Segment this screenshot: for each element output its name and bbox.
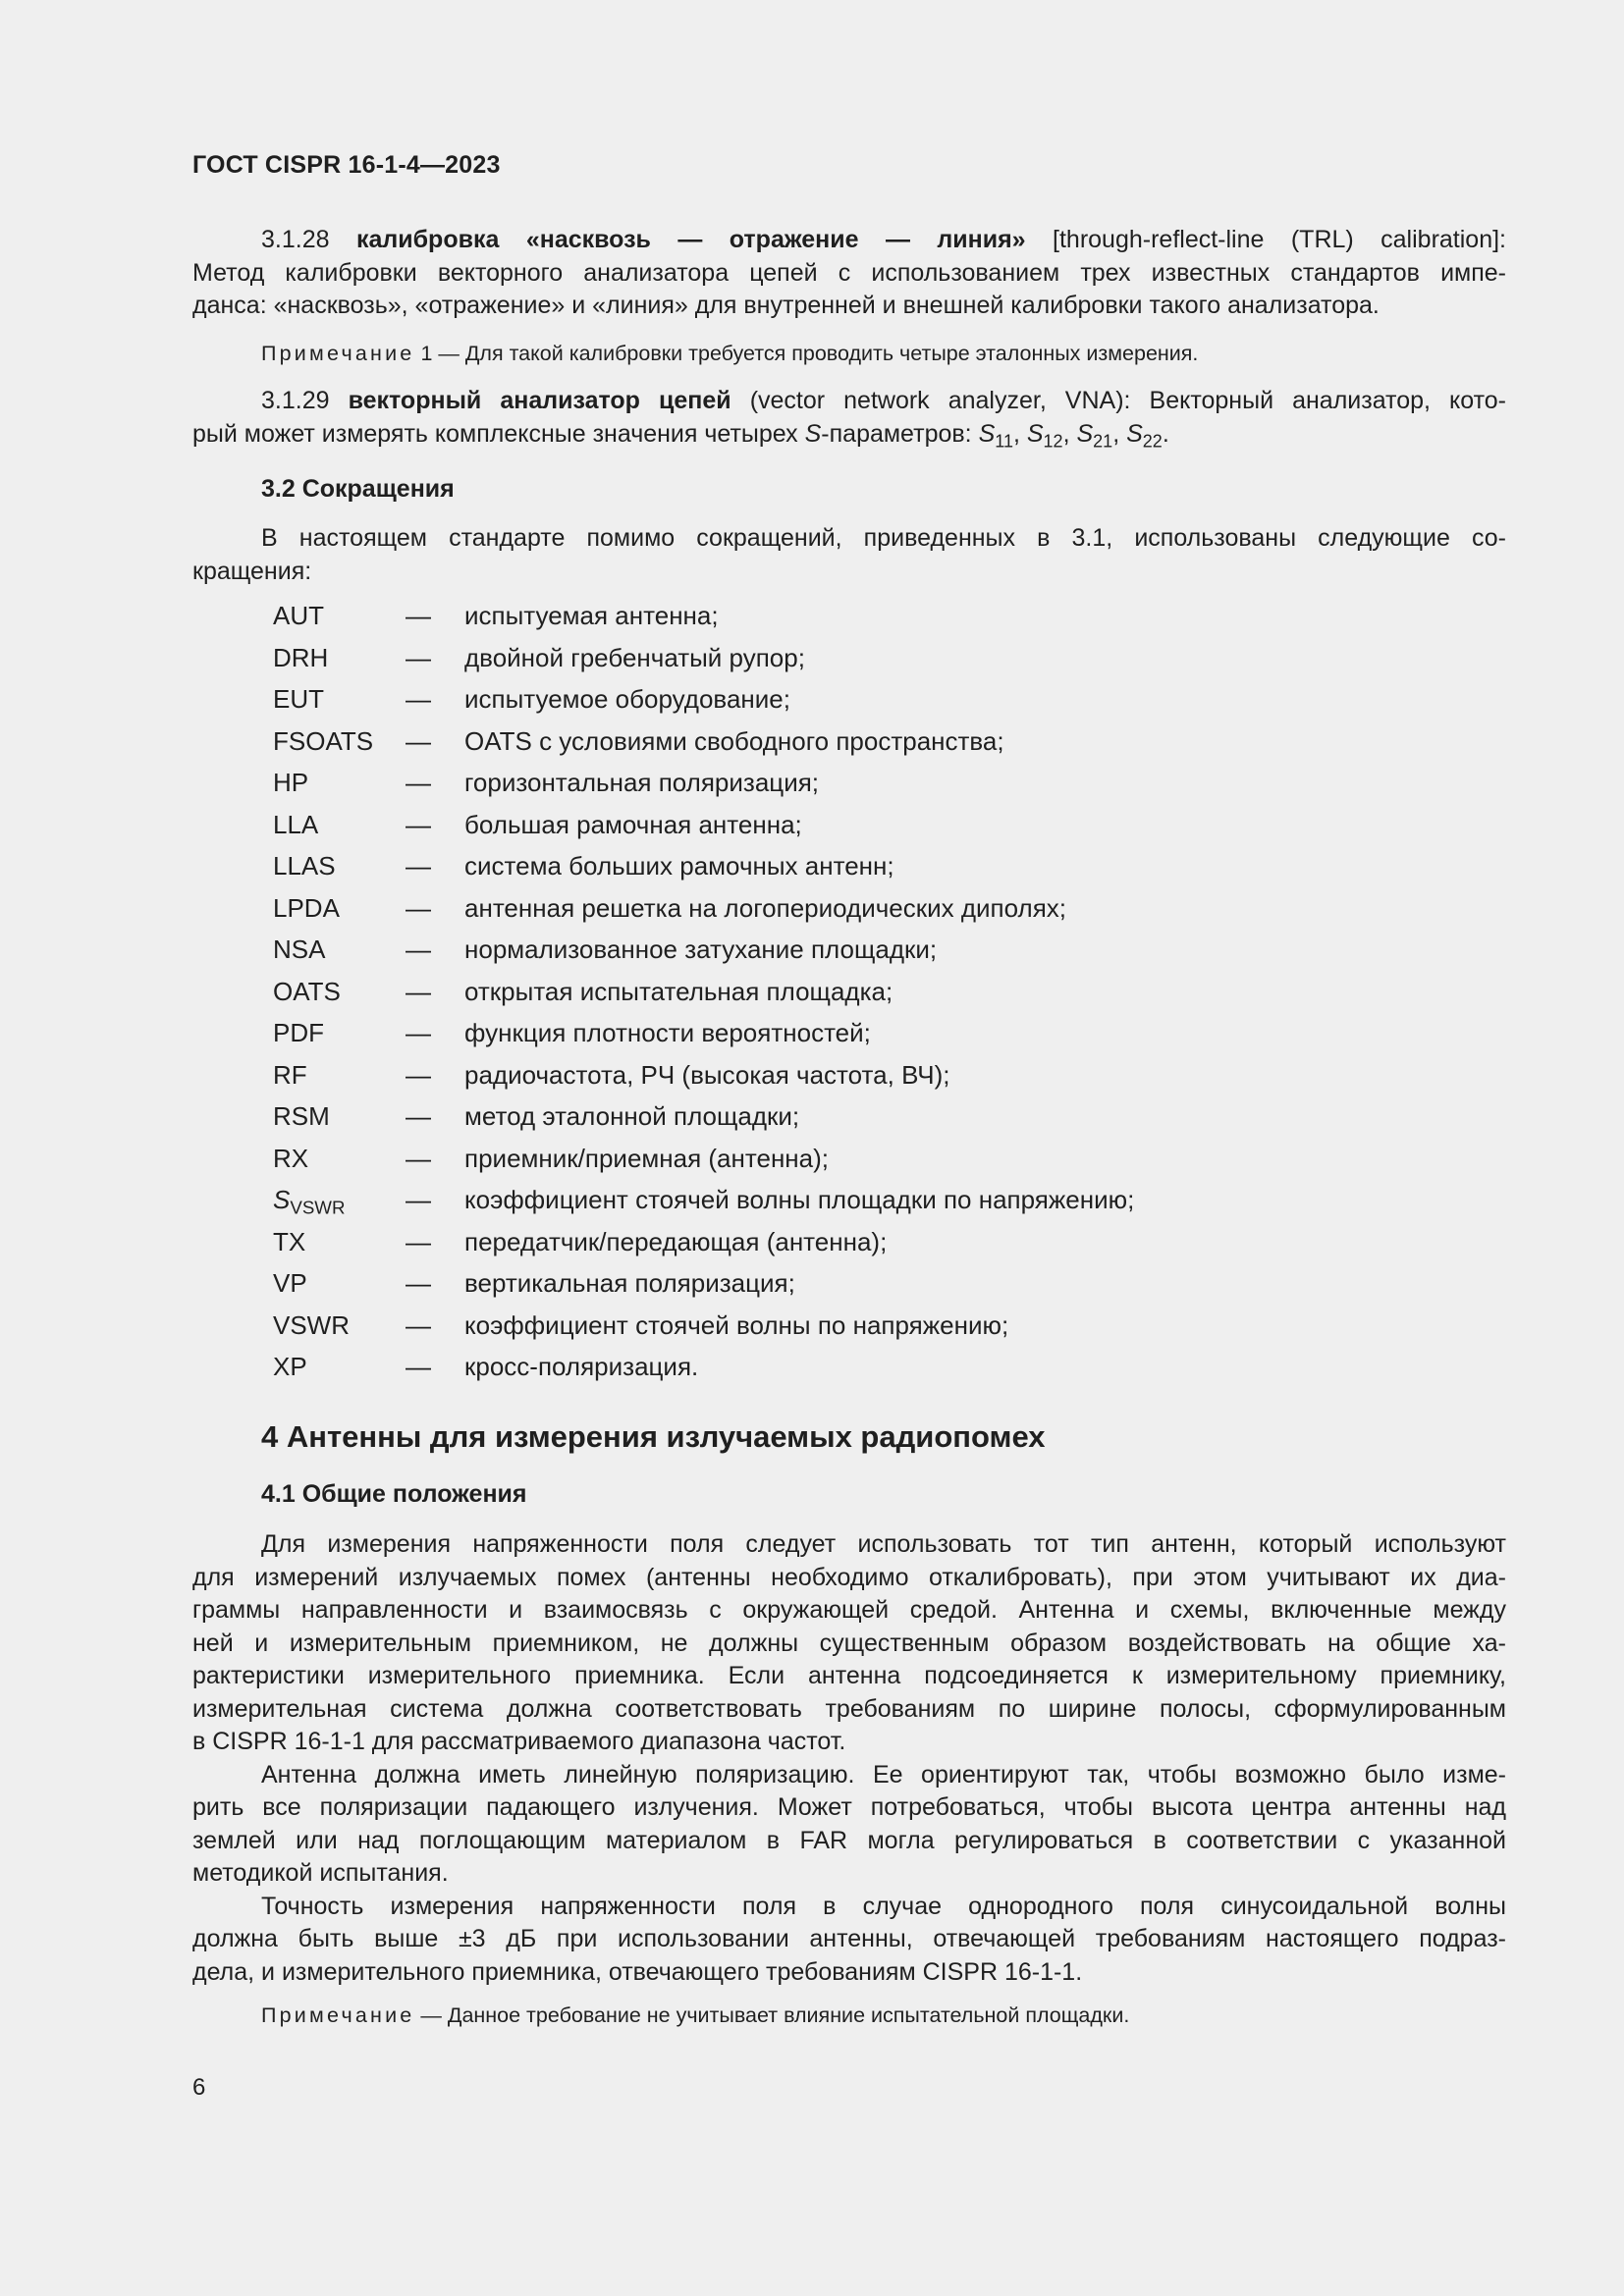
note-1 bbox=[192, 339, 1506, 368]
definition-3-1-28-line3: данса: «насквозь», «отражение» и «линия» для внутренней и внешней калибровки такого анализатора. bbox=[192, 292, 1380, 319]
abbreviation-dash: — bbox=[406, 642, 431, 672]
section-3-2-title: 3.2 Сокращения bbox=[261, 475, 455, 503]
abbreviation-dash: — bbox=[406, 1018, 431, 1047]
abbreviation-description: приемник/приемная (антенна); bbox=[464, 1143, 830, 1173]
abbreviation-dash: — bbox=[406, 601, 431, 630]
abbreviation-description: кросс-поляризация. bbox=[464, 1352, 699, 1381]
abbreviation-description: метод эталонной площадки; bbox=[464, 1101, 800, 1131]
definition-3-1-29-line2: рый может измерять комплексные значения четырех S-параметров: $S_{11}$, $S_{12}$, $S_{21}$, $S_{22}$. bbox=[192, 419, 1169, 451]
abbreviation-term: EUT bbox=[273, 684, 324, 714]
abbreviation-description: вертикальная поляризация; bbox=[464, 1268, 795, 1298]
abbreviation-description: система больших рамочных антенн; bbox=[464, 851, 894, 881]
definition-3-1-28-line2: Метод калибровки векторного анализатора цепей с использованием трех известных стандартов импе- bbox=[192, 258, 1506, 287]
abbreviation-term: RF bbox=[273, 1059, 307, 1090]
definition-3-1-28-line1 bbox=[192, 224, 1506, 257]
body-line: рить все поляризации падающего излучения. Может потребоваться, чтобы высота центра антенны над bbox=[192, 1793, 1506, 1821]
abbreviation-term: RX bbox=[273, 1143, 309, 1173]
abbreviation-description: нормализованное затухание площадки; bbox=[464, 934, 938, 964]
abbreviation-dash: — bbox=[406, 1226, 431, 1256]
body-line: Точность измерения напряженности поля в случае однородного поля синусоидальной волны bbox=[261, 1892, 1506, 1920]
abbreviation-term: FSOATS bbox=[273, 725, 374, 756]
definition-number: 3.1.28 bbox=[261, 226, 330, 253]
section-4-1-body bbox=[192, 1528, 1506, 1989]
definition-term: калибровка «насквозь — отражение — линия» bbox=[355, 226, 1026, 253]
abbreviation-description: двойной гребенчатый рупор; bbox=[464, 642, 805, 672]
abbreviation-term: DRH bbox=[273, 642, 329, 672]
abbreviation-description: открытая испытательная площадка; bbox=[464, 976, 893, 1006]
abbreviation-term: HP bbox=[273, 768, 309, 797]
abbreviation-term: LLAS bbox=[273, 851, 336, 881]
definition-term: векторный анализатор цепей bbox=[348, 387, 731, 414]
abbreviation-term: NSA bbox=[273, 934, 326, 964]
abbreviation-description: большая рамочная антенна; bbox=[464, 809, 802, 839]
abbreviation-term: PDF bbox=[273, 1018, 324, 1047]
section-3-2 bbox=[192, 475, 1506, 504]
note-label: Примечание bbox=[261, 342, 415, 365]
abbreviation-dash: — bbox=[406, 1143, 431, 1173]
abbreviation-description: коэффициент стоячей волны по напряжению; bbox=[464, 1309, 1009, 1340]
body-line: граммы направленности и взаимосвязь с окружающей средой. Антенна и схемы, включенные между bbox=[192, 1596, 1506, 1624]
body-line: должна быть выше ±3 дБ при использовании антенны, отвечающей требованиям настоящего подраз- bbox=[192, 1925, 1506, 1952]
abbreviation-dash: — bbox=[406, 1185, 431, 1214]
abbreviation-dash: — bbox=[406, 1268, 431, 1298]
abbreviation-dash: — bbox=[406, 892, 431, 923]
abbreviation-description: испытуемое оборудование; bbox=[464, 684, 790, 714]
section-4-title: 4 Антенны для измерения излучаемых радиопомех bbox=[261, 1419, 1046, 1454]
definition-rest: (vector network analyzer, VNA): Векторный анализатор, кото- bbox=[749, 387, 1506, 414]
abbreviation-dash: — bbox=[406, 934, 431, 964]
note-text: — Данное требование не учитывает влияние испытательной площадки. bbox=[414, 2003, 1130, 2027]
definition-3-1-29-line1 bbox=[192, 385, 1506, 418]
abbreviation-term: TX bbox=[273, 1226, 306, 1256]
abbreviation-dash: — bbox=[406, 1309, 431, 1340]
body-line: в CISPR 16-1-1 для рассматриваемого диапазона частот. bbox=[192, 1728, 846, 1755]
document-header: ГОСТ CISPR 16-1-4—2023 bbox=[192, 151, 501, 179]
body-line: Для измерения напряженности поля следует использовать тот тип антенн, который используют bbox=[261, 1530, 1506, 1558]
abbreviation-dash: — bbox=[406, 1059, 431, 1090]
abbreviation-term: VP bbox=[273, 1268, 307, 1298]
definition-3-1-28 bbox=[192, 224, 1506, 323]
abbreviation-description: OATS с условиями свободного пространства; bbox=[464, 725, 1004, 756]
section-4-1 bbox=[192, 1480, 1506, 1509]
abbreviation-description: функция плотности вероятностей; bbox=[464, 1018, 871, 1047]
section-3-2-intro-line2: кращения: bbox=[192, 557, 312, 585]
abbreviation-dash: — bbox=[406, 768, 431, 797]
note-label: Примечание bbox=[261, 2003, 415, 2027]
abbreviation-term: AUT bbox=[273, 601, 324, 630]
abbreviation-dash: — bbox=[406, 809, 431, 839]
section-3-2-intro bbox=[192, 522, 1506, 588]
abbreviation-description: передатчик/передающая (антенна); bbox=[464, 1226, 888, 1256]
section-4 bbox=[192, 1419, 1506, 1455]
body-line: для измерений излучаемых помех (антенны необходимо откалибровать), при этом учитывают их диа- bbox=[192, 1563, 1506, 1591]
body-line: Антенна должна иметь линейную поляризацию. Ее ориентируют так, чтобы возможно было изме- bbox=[261, 1760, 1506, 1789]
abbreviation-term: VSWR bbox=[273, 1309, 350, 1340]
abbreviation-term: LPDA bbox=[273, 892, 340, 923]
abbreviation-description: коэффициент стоячей волны площадки по напряжению; bbox=[464, 1185, 1135, 1214]
abbreviation-description: радиочастота, РЧ (высокая частота, ВЧ); bbox=[464, 1059, 950, 1090]
page-number: 6 bbox=[192, 2074, 206, 2101]
abbreviation-term: LLA bbox=[273, 809, 319, 839]
abbreviation-dash: — bbox=[406, 851, 431, 881]
definition-english: [through-reflect-line (TRL) calibration]: bbox=[1053, 226, 1506, 253]
note-section-4 bbox=[192, 2001, 1506, 2030]
abbreviation-dash: — bbox=[406, 684, 431, 714]
section-4-1-title: 4.1 Общие положения bbox=[261, 1480, 527, 1508]
abbreviation-description: горизонтальная поляризация; bbox=[464, 768, 820, 797]
abbreviation-description: антенная решетка на логопериодических диполях; bbox=[464, 892, 1066, 923]
body-line: измерительная система должна соответствовать требованиям по ширине полосы, сформулированным bbox=[192, 1694, 1506, 1723]
abbreviation-term: OATS bbox=[273, 976, 341, 1006]
abbreviation-dash: — bbox=[406, 725, 431, 756]
abbreviation-description: испытуемая антенна; bbox=[464, 601, 719, 630]
abbreviation-dash: — bbox=[406, 1352, 431, 1381]
body-line: рактеристики измерительного приемника. Если антенна подсоединяется к измерительному приемнику, bbox=[192, 1662, 1506, 1689]
abbreviation-term: RSM bbox=[273, 1101, 330, 1131]
section-3-2-intro-line1: В настоящем стандарте помимо сокращений, приведенных в 3.1, использованы следующие со- bbox=[261, 524, 1506, 552]
abbreviation-dash: — bbox=[406, 1101, 431, 1131]
definition-number: 3.1.29 bbox=[261, 387, 330, 414]
definition-3-1-29 bbox=[192, 385, 1506, 451]
abbreviation-dash: — bbox=[406, 976, 431, 1006]
body-line: землей или над поглощающим материалом в FAR могла регулироваться в соответствии с указанной bbox=[192, 1826, 1506, 1854]
note-text: 1 — Для такой калибровки требуется проводить четыре эталонных измерения. bbox=[420, 342, 1199, 365]
body-line: методикой испытания. bbox=[192, 1859, 449, 1887]
abbreviation-term: $S_{VSWR}$ bbox=[273, 1185, 346, 1218]
body-line: ней и измерительным приемником, не должны существенным образом воздействовать на общие ха- bbox=[192, 1629, 1506, 1657]
abbreviation-term: XP bbox=[273, 1352, 307, 1381]
body-line: дела, и измерительного приемника, отвечающего требованиям CISPR 16-1-1. bbox=[192, 1957, 1083, 1986]
